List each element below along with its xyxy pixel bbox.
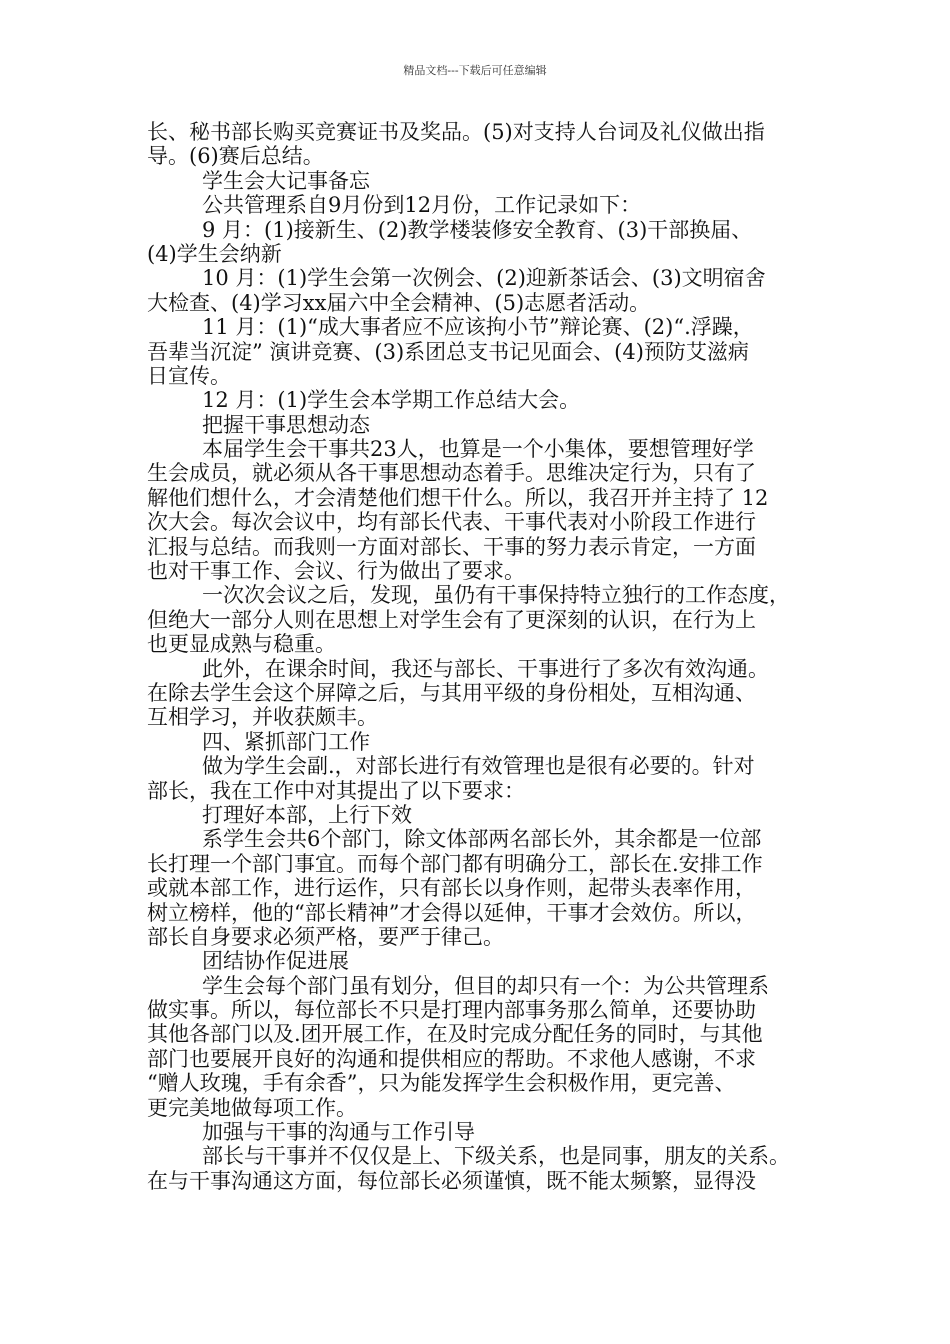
text-line: 部长，我在工作中对其提出了以下要求： xyxy=(147,778,525,803)
text-line: 吾辈当沉淀” 演讲竞赛、(3)系团总支书记见面会、(4)预防艾滋病 xyxy=(147,339,749,364)
text-line: 学生会每个部门虽有划分，但目的却只有一个：为公共管理系 xyxy=(202,973,769,998)
text-line: 在与干事沟通这方面，每位部长必须谨慎，既不能太频繁，显得没 xyxy=(147,1168,756,1193)
text-line: 部长自身要求必须严格，要严于律己。 xyxy=(147,924,504,949)
text-line: 系学生会共6个部门，除文体部两名部长外，其余都是一位部 xyxy=(202,827,762,852)
text-line: 大检查、(4)学习xx届六中全会精神、(5)志愿者活动。 xyxy=(147,290,651,315)
text-line: (4)学生会纳新 xyxy=(147,241,282,266)
text-line: 9 月：(1)接新生、(2)教学楼装修安全教育、(3)干部换届、 xyxy=(202,217,753,242)
text-line: 部长与干事并不仅仅是上、下级关系，也是同事，朋友的关系。 xyxy=(202,1144,790,1169)
text-line: 12 月：(1)学生会本学期工作总结大会。 xyxy=(202,388,581,413)
text-line: 做为学生会副.，对部长进行有效管理也是很有必要的。针对 xyxy=(202,754,755,779)
text-line: 一次次会议之后，发现，虽仍有干事保持特立独行的工作态度， xyxy=(202,583,790,608)
text-line: 11 月：(1)“成大事者应不应该拘小节”辩论赛、(2)“.浮躁， xyxy=(202,315,754,340)
text-line: 也更显成熟与稳重。 xyxy=(147,632,336,657)
text-line: 学生会大记事备忘 xyxy=(202,168,370,193)
text-line: 汇报与总结。而我则一方面对部长、干事的努力表示肯定，一方面 xyxy=(147,534,756,559)
text-line: 但绝大一部分人则在思想上对学生会有了更深刻的认识，在行为上 xyxy=(147,607,756,632)
text-line: 生会成员，就必须从各干事思想动态着手。思维决定行为，只有了 xyxy=(147,461,756,486)
text-line: 做实事。所以，每位部长不只是打理内部事务那么简单，还要协助 xyxy=(147,998,756,1023)
text-line: 部门也要展开良好的沟通和提供相应的帮助。不求他人感谢，不求 xyxy=(147,1046,756,1071)
text-line: 四、紧抓部门工作 xyxy=(202,729,370,754)
text-line: 把握干事思想动态 xyxy=(202,412,370,437)
text-line: 公共管理系自9月份到12月份，工作记录如下： xyxy=(202,193,642,218)
text-line: 也对干事工作、会议、行为做出了要求。 xyxy=(147,559,525,584)
text-line: “赠人玫瑰，手有余香”，只为能发挥学生会积极作用，更完善、 xyxy=(147,1071,736,1096)
text-line: 本届学生会干事共23人，也算是一个小集体，要想管理好学 xyxy=(202,437,754,462)
text-line: 更完美地做每项工作。 xyxy=(147,1095,357,1120)
text-line: 打理好本部，上行下效 xyxy=(202,802,412,827)
text-line: 加强与干事的沟通与工作引导 xyxy=(202,1120,475,1145)
text-line: 在除去学生会这个屏障之后，与其用平级的身份相处，互相沟通、 xyxy=(147,680,756,705)
text-line: 其他各部门以及.团开展工作，在及时完成分配任务的同时，与其他 xyxy=(147,1022,763,1047)
page-header: 精品文档---下载后可任意编辑 xyxy=(403,64,547,77)
text-line: 日宣传。 xyxy=(147,363,231,388)
text-line: 或就本部工作，进行运作，只有部长以身作则，起带头表率作用， xyxy=(147,876,756,901)
text-line: 次大会。每次会议中，均有部长代表、干事代表对小阶段工作进行 xyxy=(147,510,756,535)
text-line: 互相学习，并收获颇丰。 xyxy=(147,705,378,730)
text-line: 10 月：(1)学生会第一次例会、(2)迎新茶话会、(3)文明宿舍 xyxy=(202,266,766,291)
text-line: 长、秘书部长购买竞赛证书及奖品。(5)对支持人台词及礼仪做出指 xyxy=(147,120,765,144)
text-line: 此外，在课余时间，我还与部长、干事进行了多次有效沟通。 xyxy=(202,656,769,681)
text-line: 导。(6)赛后总结。 xyxy=(147,144,324,169)
text-line: 团结协作促进展 xyxy=(202,949,349,974)
text-line: 树立榜样，他的“部长精神”才会得以延伸，干事才会效仿。所以， xyxy=(147,900,757,925)
text-line: 长打理一个部门事宜。而每个部门都有明确分工，部长在.安排工作 xyxy=(147,851,763,876)
text-line: 解他们想什么，才会清楚他们想干什么。所以，我召开并主持了 12 xyxy=(147,485,769,510)
document-body xyxy=(147,120,827,1193)
